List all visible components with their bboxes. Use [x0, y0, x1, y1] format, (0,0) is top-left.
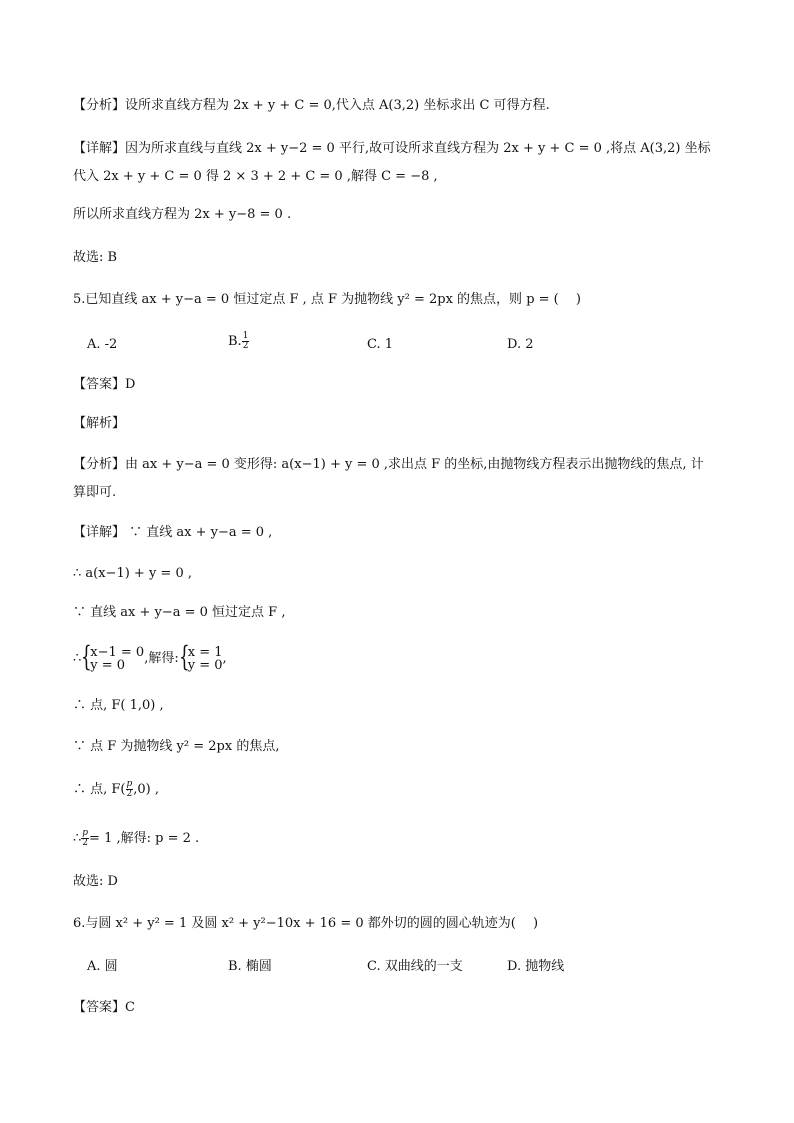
therefore-symbol: ∴: [73, 651, 82, 666]
step-3-middle: ,解得:: [144, 651, 179, 666]
answer-q6: 【答案】C: [73, 1000, 135, 1015]
detail-line-q4-1: 【详解】因为所求直线与直线 2x + y−2 = 0 平行,故可设所求直线方程为 2x + y + C = 0 ,将点 A(3,2) 坐标: [73, 141, 711, 156]
detail-line-q4-2: 代入 2x + y + C = 0 得 2 × 3 + 2 + C = 0 ,解得 C = −8 ,: [73, 169, 438, 184]
explanation-heading-q5: 【解析】: [73, 416, 126, 431]
answer-choice-q5: 故选: D: [73, 874, 118, 889]
step-line-6: [73, 780, 159, 799]
step-6-prefix: ∴ 点, F(: [73, 782, 126, 797]
equation-system-1: { x−1 = 0 y = 0: [81, 639, 145, 673]
q6-option-d: D. 抛物线: [507, 959, 565, 974]
q5-option-b-label: B.: [228, 334, 242, 349]
fraction-denominator: 2: [82, 838, 89, 848]
q5-option-a: A. -2: [87, 337, 118, 352]
system-row: x−1 = 0: [90, 644, 145, 660]
fraction-numerator: 1: [242, 331, 249, 341]
fraction-numerator: p: [126, 779, 133, 789]
therefore-symbol: ∴: [73, 831, 82, 846]
p-over-2-fraction: [81, 829, 89, 848]
q6-option-b: B. 椭圆: [228, 959, 272, 974]
fraction-numerator: p: [82, 828, 89, 838]
question-5: 5.已知直线 ax + y−a = 0 恒过定点 F , 点 F 为抛物线 y² = 2px 的焦点，则 p = ( ): [73, 292, 581, 307]
answer-choice-q4: 故选: B: [73, 250, 118, 265]
equation-system-2: { x = 1 y = 0: [178, 639, 223, 673]
step-7-suffix: = 1 ,解得: p = 2 .: [89, 831, 200, 846]
step-line-4: ∴ 点, F( 1,0) ,: [73, 698, 164, 713]
q6-option-c: C. 双曲线的一支: [367, 959, 463, 974]
system-row: y = 0: [90, 657, 126, 673]
step-6-suffix: ,0) ,: [133, 782, 160, 797]
analysis-line-q4: 【分析】设所求直线方程为 2x + y + C = 0,代入点 A(3,2) 坐标求出 C 可得方程.: [73, 98, 550, 113]
step-line-7: [73, 829, 199, 848]
step-line-2: ∵ 直线 ax + y−a = 0 恒过定点 F ,: [73, 605, 286, 620]
fraction-denominator: 2: [242, 341, 249, 351]
step-line-3: [73, 639, 227, 674]
system-row: x = 1: [187, 644, 223, 660]
question-6: 6.与圆 x² + y² = 1 及圆 x² + y²−10x + 16 = 0 都外切的圆的圆心轨迹为( ): [73, 916, 539, 931]
system-row: y = 0: [187, 657, 223, 673]
conclusion-line-q4: 所以所求直线方程为 2x + y−8 = 0 .: [73, 207, 292, 222]
detail-line-q5-1: 【详解】 ∵ 直线 ax + y−a = 0 ,: [73, 525, 273, 540]
fraction-denominator: 2: [126, 789, 133, 799]
step-line-5: ∵ 点 F 为抛物线 y² = 2px 的焦点,: [73, 739, 280, 754]
q5-option-d: D. 2: [507, 337, 534, 352]
analysis-line-q5-1: 【分析】由 ax + y−a = 0 变形得: a(x−1) + y = 0 ,求出点 F 的坐标,由抛物线方程表示出抛物线的焦点, 计: [73, 457, 704, 472]
analysis-line-q5-2: 算即可.: [73, 485, 117, 500]
q5-option-b: [228, 332, 249, 351]
step-line-1: ∴ a(x−1) + y = 0 ,: [73, 566, 192, 581]
q5-option-c: C. 1: [367, 337, 394, 352]
q5-option-b-fraction: [242, 332, 250, 351]
q6-option-a: A. 圆: [87, 959, 118, 974]
answer-q5: 【答案】D: [73, 377, 136, 392]
step-3-end: ,: [222, 651, 227, 666]
